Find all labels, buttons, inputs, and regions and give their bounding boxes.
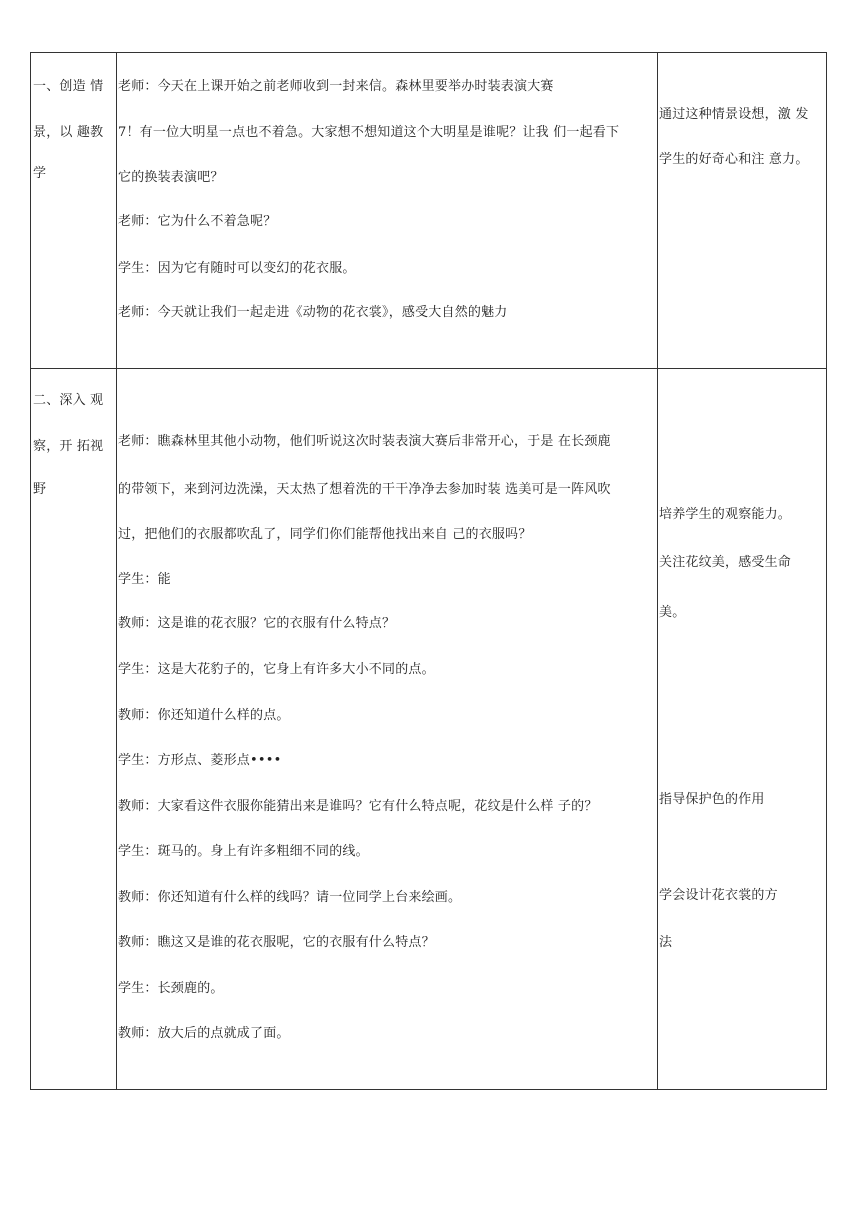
content-text-line: 过，把他们的衣服都吹乱了，同学们你们能帮他找出来自 己的衣服吗？: [118, 527, 532, 542]
stage-text-line: 察，开 拓视: [33, 439, 104, 454]
stage-text-line: 野: [33, 482, 47, 497]
content-text-line: 学生：能: [118, 572, 171, 587]
intent-text-line: 法: [659, 935, 673, 950]
content-text-line: 教师：这是谁的花衣服？它的衣服有什么特点？: [118, 616, 396, 631]
intent-text-line: 培养学生的观察能力。: [659, 507, 792, 522]
content-text-line: 老师：它为什么不着急呢？: [118, 214, 277, 229]
intent-text-line: 通过这种情景设想，激 发: [659, 107, 809, 122]
content-text-line: 老师：今天就让我们一起走进《动物的花衣裳》，感受大自然的魅力: [118, 305, 508, 320]
content-text-line: 教师：你还知道什么样的点。: [118, 708, 290, 723]
column-divider: [657, 53, 658, 1089]
intent-text-line: 关注花纹美，感受生命: [659, 555, 792, 570]
content-text-line: 教师：你还知道有什么样的线吗？请一位同学上台来绘画。: [118, 890, 462, 905]
content-text-line: 学生：斑马的。身上有许多粗细不同的线。: [118, 844, 369, 859]
intent-text-line: 学会设计花衣裳的方: [659, 888, 778, 903]
content-text-line: 学生：这是大花豹子的，它身上有许多大小不同的点。: [118, 662, 435, 677]
stage-text-line: 景，以 趣教: [33, 125, 104, 140]
lesson-plan-table: [30, 52, 827, 1090]
stage-text-line: 一、创造 情: [33, 79, 104, 94]
content-text-line: 学生：长颈鹿的。: [118, 981, 224, 996]
row-divider: [31, 368, 826, 369]
content-text-line: 教师：大家看这件衣服你能猜出来是谁吗？它有什么特点呢，花纹是什么样 子的？: [118, 799, 598, 814]
stage-text-line: 学: [33, 166, 47, 181]
content-text-line: 学生：因为它有随时可以变幻的花衣服。: [118, 261, 356, 276]
content-text-line: 学生：方形点、菱形点••••: [118, 753, 282, 768]
content-text-line: 的带领下，来到河边洗澡，天太热了想着洗的干干净净去参加时装 选美可是一阵风吹: [118, 482, 611, 497]
stage-text-line: 二、深入 观: [33, 393, 104, 408]
content-text-line: 教师：瞧这又是谁的花衣服呢，它的衣服有什么特点？: [118, 935, 435, 950]
intent-text-line: 指导保护色的作用: [659, 792, 765, 807]
intent-text-line: 学生的好奇心和注 意力。: [659, 152, 809, 167]
column-divider: [116, 53, 117, 1089]
content-text-line: 老师：瞧森林里其他小动物，他们听说这次时装表演大赛后非常开心，于是 在长颈鹿: [118, 434, 611, 449]
content-text-line: 它的换装表演吧？: [118, 170, 224, 185]
content-text-line: 老师：今天在上课开始之前老师收到一封来信。森林里要举办时装表演大赛: [118, 79, 554, 94]
content-text-line: 7！有一位大明星一点也不着急。大家想不想知道这个大明星是谁呢？让我 们一起看下: [118, 125, 620, 140]
content-text-line: 教师：放大后的点就成了面。: [118, 1026, 290, 1041]
intent-text-line: 美。: [659, 605, 686, 620]
